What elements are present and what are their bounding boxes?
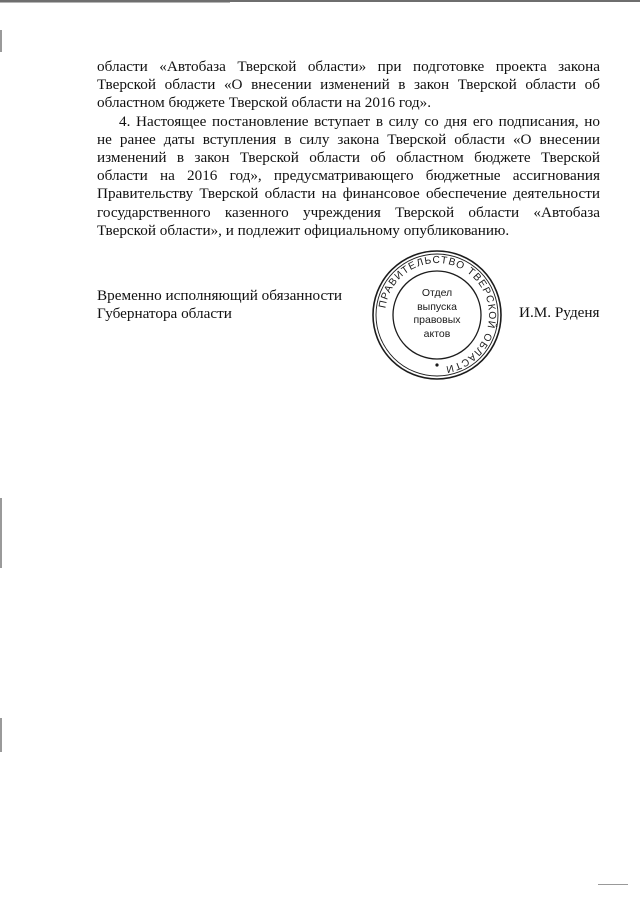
paragraph-continuation: области «Автобаза Тверской области» при подготовке проекта закона Тверской области «О внесении изменений в закон Тверской области об областном бюджете Тверской области на 2016 год». — [97, 58, 600, 112]
scan-bottom-mark — [598, 884, 628, 885]
svg-text:ПРАВИТЕЛЬСТВО ТВЕРСКОЙ ОБЛАСТИ: ПРАВИТЕЛЬСТВО ТВЕРСКОЙ ОБЛАСТИ — [377, 254, 498, 375]
position-line-1: Временно исполняющий обязанности — [97, 287, 343, 304]
stamp-center-text — [400, 287, 474, 341]
position-line-2: Губернатора области — [97, 305, 232, 323]
stamp-line: выпуска — [417, 300, 457, 313]
scan-edge-top-shadow — [0, 2, 230, 3]
official-stamp — [370, 248, 504, 382]
scan-margin-mark — [0, 498, 2, 568]
stamp-line: Отдел — [421, 287, 453, 299]
stamp-line: актов — [423, 327, 451, 340]
scan-margin-mark — [0, 30, 2, 52]
paragraph-item-4: 4. Настоящее постановление вступает в силу со дня его подписания, но не ранее даты вступления в силу закона Тверской области «О внесении изменений в закон Тверской области об областном бюджете Тверской области на 2016 год», предусматривающего бюджетные ассигнования Правительству Тверской области на финансовое обеспечение деятельности государственного казенного учреждения Тверской области «Автобаза Тверской области», и подлежит официальному опубликованию. — [97, 112, 600, 239]
signatory-position — [97, 287, 342, 323]
signatory-name: И.М. Руденя — [519, 304, 600, 321]
document-body — [97, 58, 600, 240]
stamp-line: правовых — [413, 314, 461, 326]
scan-margin-mark — [0, 718, 2, 752]
